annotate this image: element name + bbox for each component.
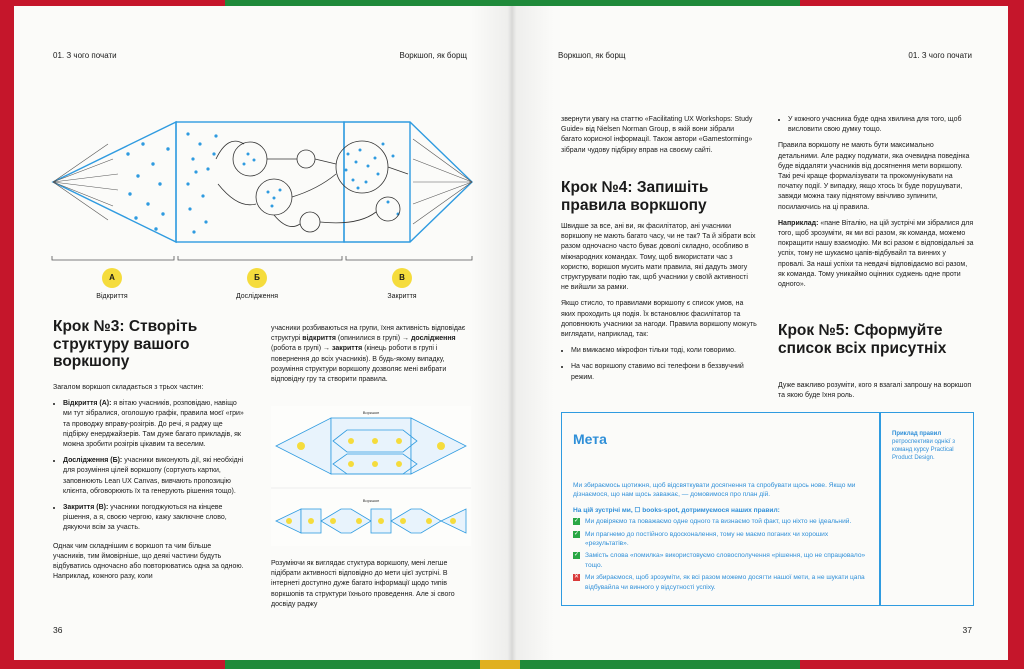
check-icon: ✓ — [573, 518, 580, 525]
stage-b-badge: Б — [247, 268, 267, 288]
stage-a-label: Відкриття — [96, 293, 128, 300]
right-page — [512, 6, 1008, 660]
running-header-left: 01. З чого почати — [53, 51, 117, 60]
goal-side-note: Приклад правил ретроспективи однієї з команд курсу Practical Product Design. — [892, 431, 955, 461]
goal-rules-intro: На цій зустрічі ми, ☐ books-spot, дотримуємося наших правил: — [573, 506, 780, 514]
right-column-1-top — [561, 115, 753, 162]
goal-rule-3: ✓ Замість слова «помилка» використовуємо словосполучення «рішення, що не спрацювало» тощо. — [573, 552, 866, 569]
rule-example-1: • Ми вмикаємо мікрофон тільки тоді, коли говоримо. — [571, 346, 757, 356]
page-number-left: 36 — [53, 625, 63, 635]
item-research: • Дослідження (Б): учасники виконують дії, які необхідні для розуміння цілей воркшопу (сортують картки, заповнюють Lean UX Canvas, вивчають пропозицію клієнта, обговорюють їх та генерують рішення тощо). — [63, 456, 245, 497]
left-column-2-top — [271, 324, 471, 391]
running-header-right: 01. З чого почати — [908, 51, 972, 60]
example-quote: Наприклад: «пане Віталію, на цій зустрічі ми зібралися для того, щоб зрозуміти, як ми всі разом, як команда, можемо покращити нашу взаємодію. Ми всі разом є відповідальні за успіх, тому не шукаємо цапів-відбувайл та винних у провалі. За наші успіхи та невдачі відповідаємо всі разом, як команда. Тому уникаймо оцінних суджень одне проти одного». — [778, 219, 974, 289]
left-column-1 — [53, 383, 245, 588]
stage-a-badge: А — [102, 268, 122, 288]
right-column-1 — [561, 222, 757, 389]
rules-definition-paragraph: Якщо стисло, то правилами воркшопу є список умов, на яких проходить ця подія. Їх встановлює фасилітатор та доповнюють учасники за нагоди. Правила воркшопу можуть виглядати, наприклад, так: — [561, 300, 757, 339]
workshop-structure-diagram — [48, 114, 478, 254]
mini-diagram-title-2: Воркшоп — [362, 498, 380, 503]
rule-example-3: • У кожного учасника буде одна хвилина для того, щоб висловити свою думку тощо. — [788, 115, 974, 135]
stage-c-label: Закриття — [387, 293, 417, 300]
cross-icon: ✕ — [573, 574, 580, 581]
workshop-mini-diagram — [271, 406, 471, 546]
stage-c-badge: В — [392, 268, 412, 288]
goal-paragraph: Ми збираємось щотижня, щоб відсвяткувати досягнення та спробувати щось нове. Якщо ми дізнаємося, що нам щось заважає, — домовимося про план дій. — [573, 482, 856, 499]
intro-text: Загалом воркшоп складається з трьох частин: — [53, 384, 204, 391]
check-icon: ✓ — [573, 530, 580, 537]
left-page — [14, 6, 512, 660]
goal-title: Мета — [573, 431, 607, 447]
stage-brackets — [48, 254, 478, 266]
item-opening: • Відкриття (А): я вітаю учасників, розповідаю, навіщо ми тут зібралися, оголошую графік, правила моєї «гри» та проводжу вправу-розігрів. До речі, я раджу ще підбірку енерджайзерів. Там дуже багато прикладів, як можна зробити розігрів цікавим та веселим. — [63, 399, 245, 450]
mini-diagram-title-1: Воркшоп — [362, 410, 380, 415]
stage-b-label: Дослідження — [235, 293, 279, 300]
heading-step-3: Крок №3: Створіть структуру вашого воркшопу — [53, 318, 198, 370]
advice-paragraph: Розуміючи як виглядає стуктура воркшопу, мені легше підібрати активності відповідно до мети цієї зустрічі. В інтернеті доступно дуже багато інформації щодо типів воркшопів та структури їхнього проведення. Але зі свого досвіду раджу — [271, 560, 455, 608]
para-end: Однак чим складнішим є воркшоп та чим більше учасників, тим ймовірніше, що деякі частини будуть відбуватись одночасно або повторюватись одна за одною. Наприклад, кожного разу, коли — [53, 542, 244, 581]
page-number-right: 37 — [962, 625, 972, 635]
goal-rule-1: ✓ Ми довіряємо та поважаємо одне одного та визнаємо той факт, що ніхто не ідеальний. — [573, 518, 852, 526]
heading-step-5: Крок №5: Сформуйте список всіх присутніх — [778, 322, 947, 357]
goal-rule-4: ✕ Ми збираємося, щоб зрозуміти, як всі разом можемо досягти нашої мети, а не шукати цапа відбувайла чи винного у відсутності успіху. — [573, 574, 865, 591]
goal-box-divider — [879, 412, 881, 606]
running-header-left: Воркшоп, як борщ — [558, 51, 626, 60]
article-reference: звернути увагу на статтю «Facilitating UX Workshops: Study Guide» від Nielsen Norman Group, в якій вони зібрали багато корисної інформації. Також автори «Gamestorming» зібрали чудову підбірку вправ на своєму сайті. — [561, 116, 753, 154]
right-column-2 — [778, 115, 974, 296]
structure-paragraph: учасники розбиваються на групи, їхня активність відповідає структурі відкриття (опинилися в групі) → дослідження (робота в групі) → закриття (кінець роботи в групі і повернення до всіх учасників). В будь-якому випадку, розуміння структури воркшопу дозволяє мені вибрати відповідну гру та створити правила. — [271, 325, 466, 384]
rules-detail-paragraph: Правила воркшопу не мають бути максимально детальними. Але раджу подумати, яка очевидна поведінка буде віддаляти учасників від досягнення мети воркшопу. Такі речі краще формалізувати та прокомунікувати на початку події. У випадку, якщо хтось їх буде порушувати, завжди можна таку піднятому ввічливо зупинити, посилаючись на ці правила. — [778, 142, 970, 211]
heading-step-4: Крок №4: Запишіть правила воркшопу — [561, 179, 709, 214]
participants-paragraph: Дуже важливо розуміти, кого я взагалі запрошу на воркшоп та якою буде їхня роль. — [778, 382, 972, 400]
goal-content — [573, 481, 873, 595]
rules-why-paragraph: Швидше за все, ані ви, як фасилітатор, ані учасники воркшопу не мають багато часу, чи не так? Та й зібрати всіх разом одночасно часто буває доволі складно, особливо в міжнародних командах. Тому, щоб використати час з користю, воркшоп мусить мати правила, які дадуть змогу структурувати подію так, щоб учасники у своїй активності не вийшли за рамки. — [561, 223, 756, 292]
running-header-right: Воркшоп, як борщ — [399, 51, 467, 60]
rule-example-2: • На час воркшопу ставимо всі телефони в беззвучний режим. — [571, 362, 757, 382]
right-column-2-bottom — [778, 381, 974, 407]
item-closing: • Закриття (В): учасники погоджуються на кінцеве рішення, а я, своєю чергою, кажу заключне слово, дякуючи всім за участь. — [63, 503, 245, 534]
left-column-2-bottom — [271, 559, 471, 616]
goal-rule-2: ✓ Ми прагнемо до постійного вдосконалення, тому не маємо поганих чи хороших «результатів». — [573, 530, 829, 548]
check-icon: ✓ — [573, 552, 580, 559]
